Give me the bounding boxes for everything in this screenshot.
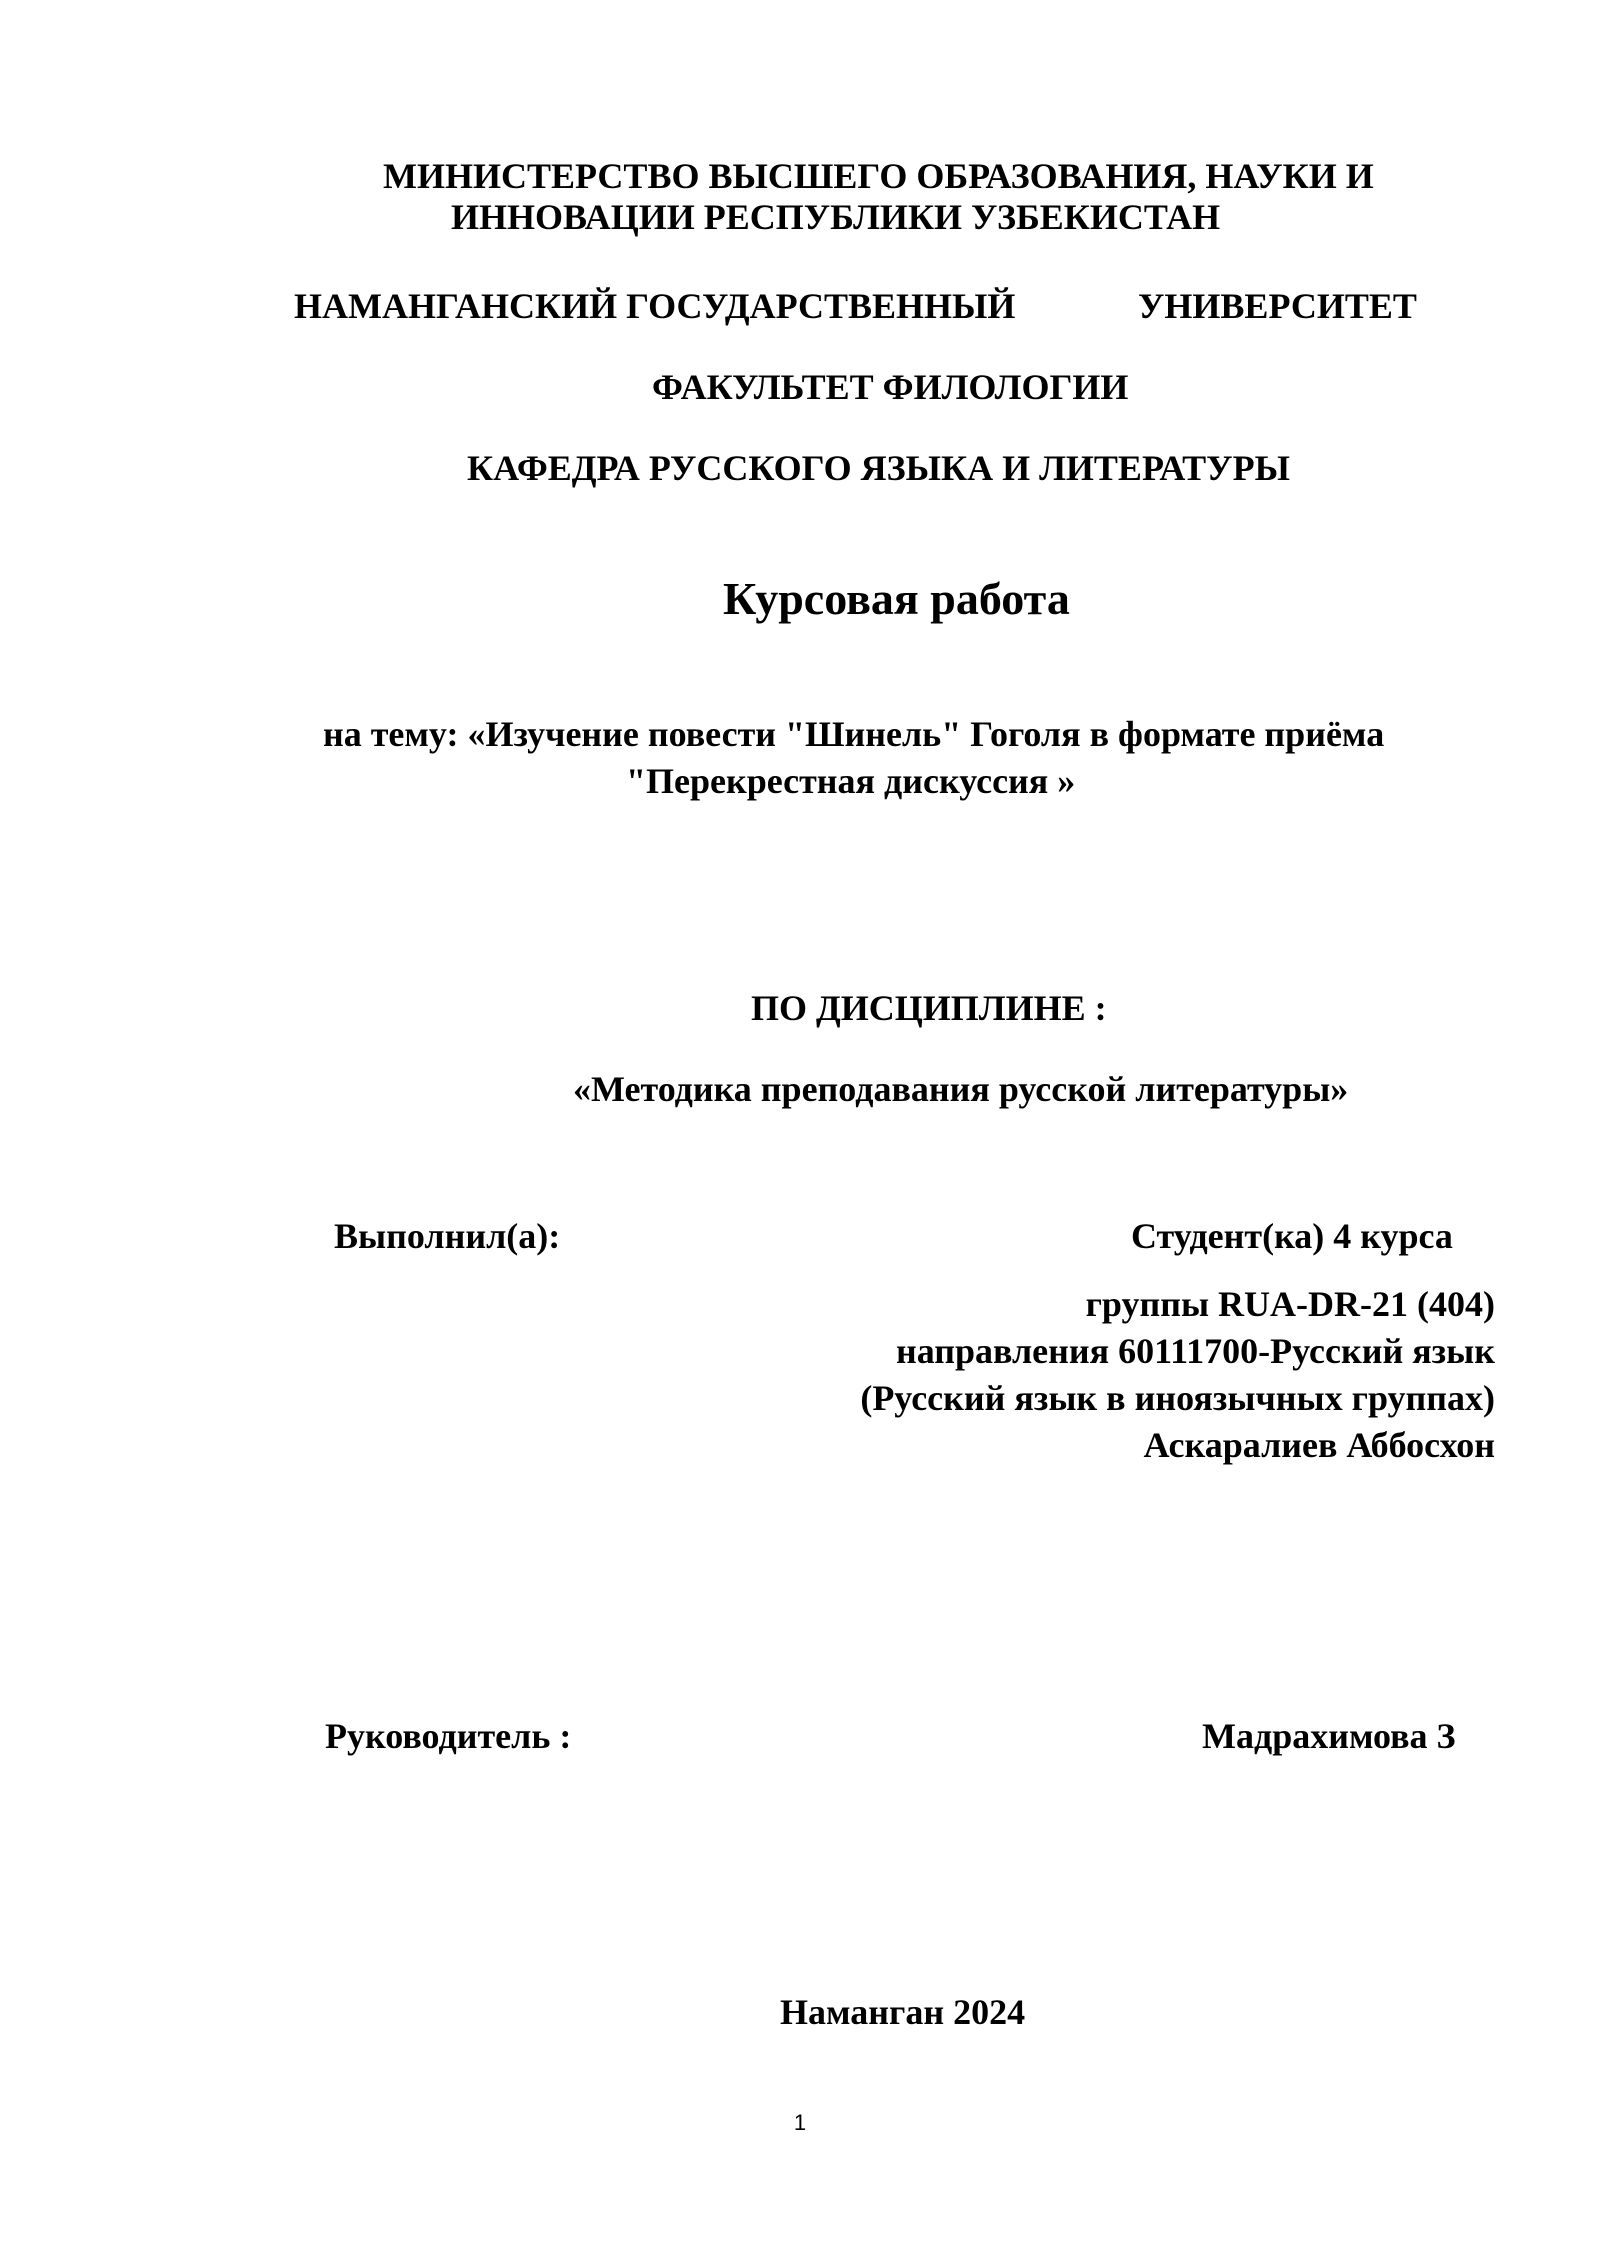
supervisor-label: Руководитель : bbox=[325, 1716, 572, 1756]
ministry-line-2: ИННОВАЦИИ РЕСПУБЛИКИ УЗБЕКИСТАН bbox=[451, 197, 1221, 237]
author-group: группы RUA-DR-21 (404) bbox=[1085, 1284, 1495, 1324]
city-year: Наманган 2024 bbox=[780, 1992, 1026, 2032]
author-course: Студент(ка) 4 курса bbox=[1131, 1216, 1453, 1256]
department-name: КАФЕДРА РУССКОГО ЯЗЫКА И ЛИТЕРАТУРЫ bbox=[467, 448, 1290, 488]
university-word: УНИВЕРСИТЕТ bbox=[1138, 286, 1417, 326]
topic-line-1: на тему: «Изучение повести "Шинель" Гоголя в формате приёма bbox=[323, 714, 1385, 754]
author-name: Аскаралиев Аббосхон bbox=[1143, 1425, 1495, 1465]
page-number: 1 bbox=[793, 2110, 807, 2135]
supervisor-name: Мадрахимова З bbox=[1202, 1716, 1456, 1756]
work-type-title: Курсовая работа bbox=[723, 573, 1070, 624]
discipline-label: ПО ДИСЦИПЛИНЕ : bbox=[751, 988, 1107, 1028]
author-direction: направления 60111700-Русский язык bbox=[895, 1331, 1495, 1371]
faculty-name: ФАКУЛЬТЕТ ФИЛОЛОГИИ bbox=[652, 367, 1129, 407]
topic-line-2: "Перекрестная дискуссия » bbox=[626, 761, 1076, 801]
author-specialization: (Русский язык в иноязычных группах) bbox=[860, 1378, 1495, 1418]
university-name: НАМАНГАНСКИЙ ГОСУДАРСТВЕННЫЙ bbox=[294, 286, 1016, 326]
author-label: Выполнил(а): bbox=[334, 1216, 561, 1256]
ministry-line-1: МИНИСТЕРСТВО ВЫСШЕГО ОБРАЗОВАНИЯ, НАУКИ И bbox=[383, 156, 1374, 196]
discipline-name: «Методика преподавания русской литературы» bbox=[573, 1069, 1349, 1109]
